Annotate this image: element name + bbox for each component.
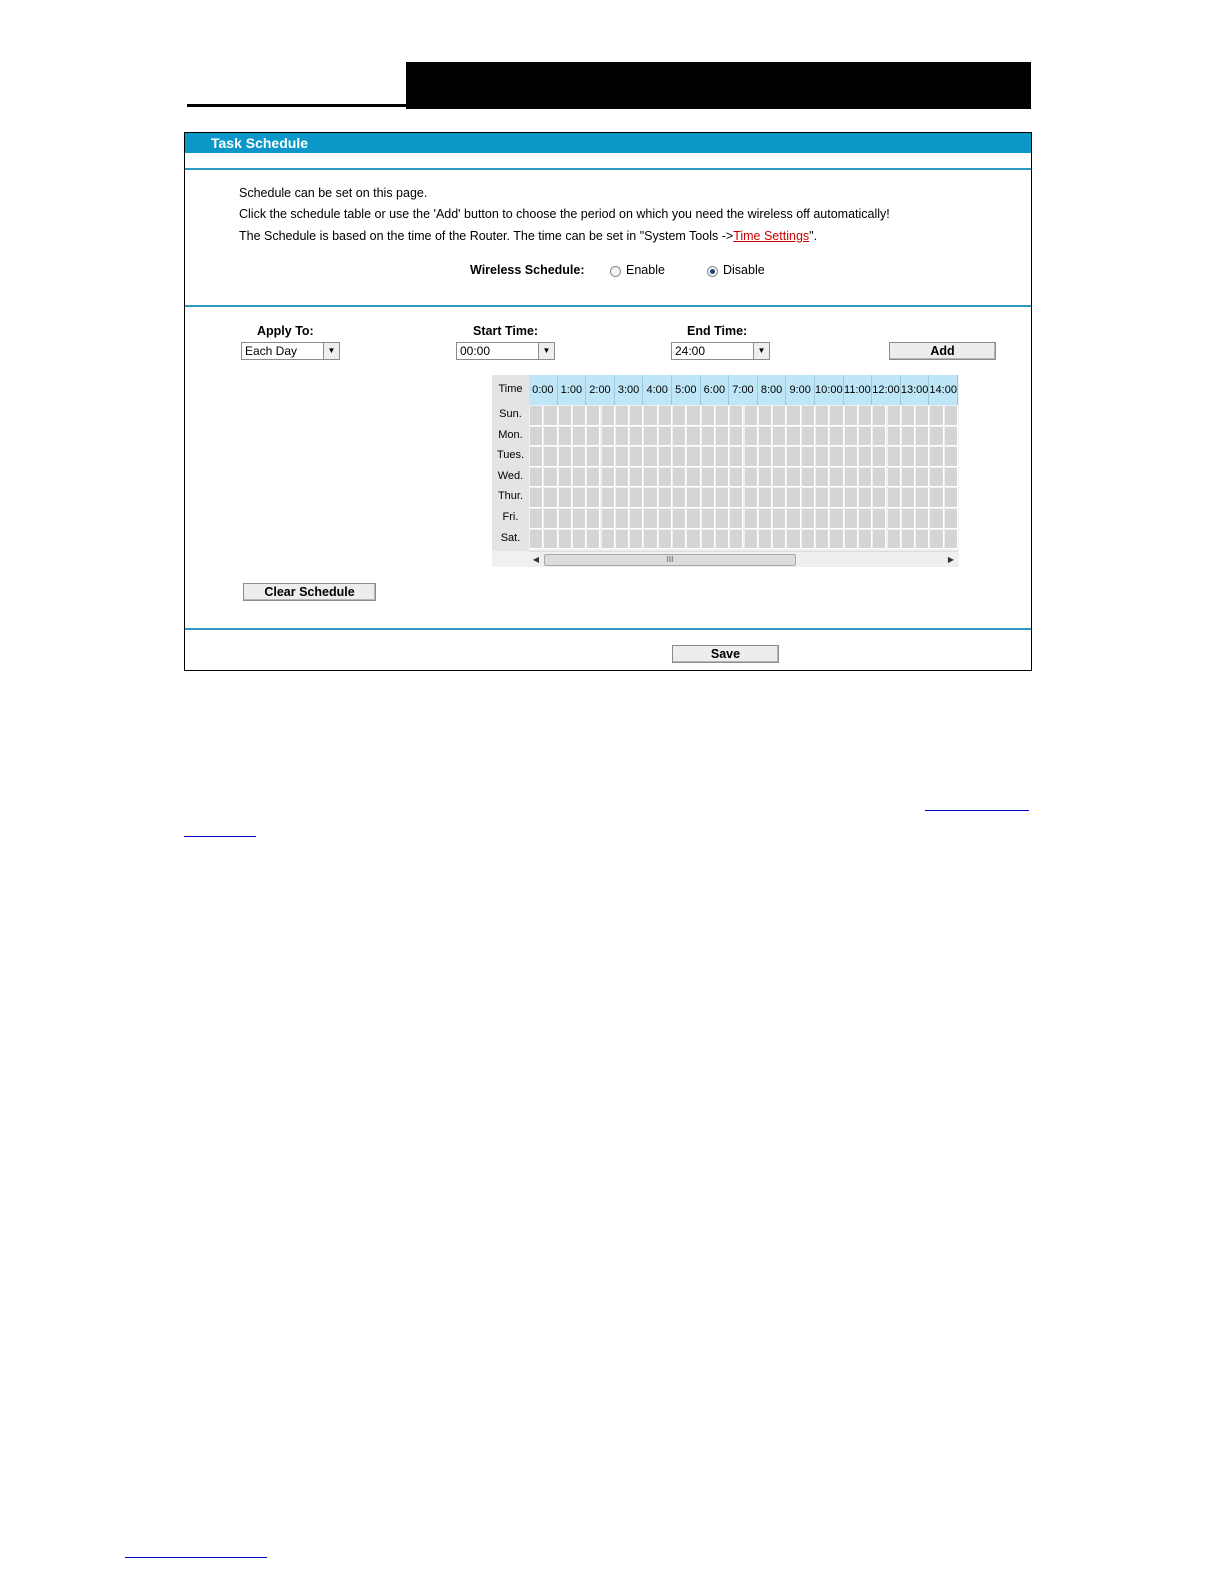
schedule-cell[interactable]: [659, 427, 672, 447]
schedule-cell[interactable]: [759, 509, 772, 529]
info-line-3-text: The Schedule is based on the time of the Router. The time can be set in "System Tools ->: [239, 229, 734, 243]
schedule-cell[interactable]: [787, 427, 800, 447]
enable-radio[interactable]: [610, 266, 621, 277]
schedule-cell[interactable]: [644, 509, 657, 529]
schedule-cell[interactable]: [859, 468, 872, 488]
info-line-3-end: ".: [809, 229, 818, 243]
day-label: Fri.: [502, 511, 519, 523]
schedule-cell[interactable]: [616, 406, 629, 426]
schedule-cell[interactable]: [845, 427, 858, 447]
end-time-value: 24:00: [675, 344, 706, 358]
schedule-cell[interactable]: [687, 406, 700, 426]
schedule-cell[interactable]: [559, 530, 572, 550]
schedule-cell[interactable]: [687, 530, 700, 550]
schedule-cell[interactable]: [673, 530, 686, 550]
hour-header: 1:00: [558, 375, 587, 405]
schedule-cell[interactable]: [830, 406, 843, 426]
schedule-cell[interactable]: [759, 427, 772, 447]
schedule-cell[interactable]: [559, 468, 572, 488]
schedule-cell[interactable]: [873, 530, 886, 550]
schedule-cell[interactable]: [730, 427, 743, 447]
schedule-cell[interactable]: [745, 427, 758, 447]
schedule-cell[interactable]: [687, 488, 700, 508]
schedule-cell[interactable]: [773, 468, 786, 488]
schedule-cell[interactable]: [587, 530, 600, 550]
schedule-cell[interactable]: [816, 447, 829, 467]
schedule-cell[interactable]: [630, 488, 643, 508]
schedule-cell[interactable]: [930, 447, 943, 467]
schedule-cell[interactable]: [830, 427, 843, 447]
hour-header: 11:00: [844, 375, 873, 405]
schedule-cell[interactable]: [616, 530, 629, 550]
schedule-cell[interactable]: [759, 488, 772, 508]
schedule-cell[interactable]: [687, 447, 700, 467]
schedule-cell[interactable]: [888, 427, 901, 447]
scroll-left-icon[interactable]: ◀: [532, 555, 540, 564]
panel-title-bar: [185, 133, 1031, 153]
schedule-cell[interactable]: [730, 488, 743, 508]
schedule-cell[interactable]: [530, 488, 543, 508]
schedule-cell[interactable]: [702, 406, 715, 426]
chevron-down-icon: ▼: [538, 343, 554, 359]
add-button[interactable]: Add: [889, 342, 996, 360]
hour-header: 3:00: [615, 375, 644, 405]
divider: [185, 628, 1031, 630]
schedule-cell[interactable]: [616, 509, 629, 529]
schedule-cell[interactable]: [902, 468, 915, 488]
schedule-grid: [492, 375, 959, 567]
schedule-cell[interactable]: [673, 447, 686, 467]
schedule-cell[interactable]: [602, 509, 615, 529]
schedule-cell[interactable]: [830, 447, 843, 467]
schedule-cell[interactable]: [644, 488, 657, 508]
scroll-right-icon[interactable]: ▶: [947, 555, 955, 564]
schedule-cell[interactable]: [587, 406, 600, 426]
schedule-cell[interactable]: [830, 530, 843, 550]
schedule-cell[interactable]: [616, 427, 629, 447]
schedule-cell[interactable]: [544, 530, 557, 550]
schedule-cell[interactable]: [530, 468, 543, 488]
hour-header: 12:00: [872, 375, 901, 405]
day-label: Sat.: [500, 531, 521, 544]
schedule-cell[interactable]: [945, 447, 958, 467]
schedule-cell[interactable]: [659, 447, 672, 467]
schedule-cell[interactable]: [630, 406, 643, 426]
schedule-cell[interactable]: [630, 530, 643, 550]
schedule-cell[interactable]: [888, 468, 901, 488]
schedule-cell[interactable]: [873, 447, 886, 467]
schedule-cell[interactable]: [873, 509, 886, 529]
schedule-cell[interactable]: [773, 427, 786, 447]
schedule-cell[interactable]: [773, 509, 786, 529]
hour-header: 13:00: [901, 375, 930, 405]
schedule-cell[interactable]: [902, 427, 915, 447]
schedule-cell[interactable]: [702, 509, 715, 529]
enable-radio-label: Enable: [626, 263, 665, 277]
schedule-cell[interactable]: [859, 427, 872, 447]
schedule-cell[interactable]: [702, 488, 715, 508]
schedule-cell[interactable]: [787, 468, 800, 488]
schedule-cell[interactable]: [659, 509, 672, 529]
schedule-cell[interactable]: [802, 406, 815, 426]
hour-header: 8:00: [758, 375, 787, 405]
schedule-cell[interactable]: [559, 427, 572, 447]
schedule-cell[interactable]: [659, 530, 672, 550]
schedule-cell[interactable]: [745, 468, 758, 488]
schedule-cell[interactable]: [587, 488, 600, 508]
schedule-cell[interactable]: [916, 509, 929, 529]
start-time-select[interactable]: [456, 342, 555, 360]
schedule-cell[interactable]: [902, 447, 915, 467]
schedule-cell[interactable]: [759, 468, 772, 488]
schedule-cell[interactable]: [859, 447, 872, 467]
footnote-rule: [125, 1557, 267, 1558]
clear-schedule-button[interactable]: Clear Schedule: [243, 583, 376, 601]
task-schedule-panel: [184, 132, 1032, 671]
schedule-cell[interactable]: [630, 509, 643, 529]
schedule-cell[interactable]: [573, 488, 586, 508]
schedule-cell[interactable]: [702, 468, 715, 488]
day-label: Sun.: [499, 408, 522, 420]
schedule-cell[interactable]: [816, 509, 829, 529]
schedule-cell[interactable]: [787, 530, 800, 550]
schedule-cell[interactable]: [859, 406, 872, 426]
schedule-cell[interactable]: [888, 509, 901, 529]
save-button[interactable]: Save: [672, 645, 779, 663]
schedule-cell[interactable]: [845, 468, 858, 488]
schedule-cell[interactable]: [745, 406, 758, 426]
schedule-cell[interactable]: [644, 468, 657, 488]
schedule-cell[interactable]: [802, 447, 815, 467]
schedule-cell[interactable]: [673, 427, 686, 447]
schedule-cell[interactable]: [530, 530, 543, 550]
schedule-cell[interactable]: [587, 447, 600, 467]
schedule-cell[interactable]: [759, 530, 772, 550]
schedule-cell[interactable]: [902, 509, 915, 529]
schedule-cell[interactable]: [602, 530, 615, 550]
schedule-cell[interactable]: [687, 427, 700, 447]
schedule-cell[interactable]: [816, 530, 829, 550]
schedule-cell[interactable]: [916, 427, 929, 447]
schedule-cell[interactable]: [902, 488, 915, 508]
schedule-cell[interactable]: [745, 509, 758, 529]
schedule-cell[interactable]: [659, 406, 672, 426]
schedule-cell[interactable]: [873, 427, 886, 447]
page-header-bar: [406, 62, 1031, 109]
schedule-cell[interactable]: [873, 488, 886, 508]
schedule-cell[interactable]: [787, 488, 800, 508]
schedule-cell[interactable]: [730, 447, 743, 467]
schedule-cell[interactable]: [716, 427, 729, 447]
schedule-cell[interactable]: [873, 406, 886, 426]
day-label: Wed.: [497, 469, 524, 482]
schedule-cell[interactable]: [830, 509, 843, 529]
start-time-label: Start Time:: [473, 324, 539, 338]
schedule-cell[interactable]: [687, 509, 700, 529]
schedule-cell[interactable]: [773, 488, 786, 508]
schedule-cell[interactable]: [702, 530, 715, 550]
day-label: Tues.: [496, 449, 525, 462]
schedule-cell[interactable]: [916, 530, 929, 550]
hour-header: 0:00: [529, 375, 558, 405]
end-time-label: End Time:: [687, 324, 748, 338]
day-label: Thur.: [497, 490, 524, 503]
schedule-cell[interactable]: [716, 530, 729, 550]
schedule-cell[interactable]: [916, 468, 929, 488]
schedule-cell[interactable]: [930, 530, 943, 550]
schedule-cell[interactable]: [845, 509, 858, 529]
schedule-cell[interactable]: [759, 447, 772, 467]
schedule-cell[interactable]: [573, 509, 586, 529]
schedule-cell[interactable]: [530, 509, 543, 529]
link-underline: [925, 810, 1029, 811]
scroll-thumb[interactable]: III: [544, 554, 796, 566]
schedule-cell[interactable]: [930, 406, 943, 426]
schedule-cell[interactable]: [716, 509, 729, 529]
schedule-cell[interactable]: [916, 406, 929, 426]
schedule-cell[interactable]: [845, 488, 858, 508]
schedule-cell[interactable]: [945, 406, 958, 426]
hour-header: 7:00: [729, 375, 758, 405]
schedule-cell[interactable]: [559, 509, 572, 529]
schedule-cell[interactable]: [773, 406, 786, 426]
chevron-down-icon: ▼: [753, 343, 769, 359]
schedule-cell[interactable]: [745, 488, 758, 508]
schedule-cell[interactable]: [888, 406, 901, 426]
schedule-cell[interactable]: [644, 530, 657, 550]
schedule-cell[interactable]: [945, 427, 958, 447]
link-underline: [184, 836, 256, 837]
hour-header: 10:00: [815, 375, 844, 405]
schedule-cell[interactable]: [802, 530, 815, 550]
schedule-cell[interactable]: [916, 447, 929, 467]
chevron-down-icon: ▼: [323, 343, 339, 359]
schedule-cell[interactable]: [787, 447, 800, 467]
schedule-cell[interactable]: [816, 427, 829, 447]
schedule-cell[interactable]: [530, 406, 543, 426]
disable-radio-label: Disable: [723, 263, 765, 277]
schedule-cell[interactable]: [602, 488, 615, 508]
schedule-cell[interactable]: [816, 406, 829, 426]
schedule-cell[interactable]: [616, 488, 629, 508]
grid-horizontal-scrollbar[interactable]: [529, 551, 958, 567]
schedule-cell[interactable]: [945, 530, 958, 550]
start-time-value: 00:00: [460, 344, 491, 358]
schedule-cell[interactable]: [816, 468, 829, 488]
schedule-cell[interactable]: [930, 488, 943, 508]
schedule-cell[interactable]: [845, 406, 858, 426]
schedule-cell[interactable]: [559, 488, 572, 508]
schedule-cell[interactable]: [659, 488, 672, 508]
wireless-schedule-label: Wireless Schedule:: [470, 263, 585, 277]
schedule-cell[interactable]: [587, 427, 600, 447]
disable-radio[interactable]: [707, 266, 718, 277]
schedule-cell[interactable]: [845, 447, 858, 467]
hour-header: 4:00: [643, 375, 672, 405]
schedule-cell[interactable]: [930, 427, 943, 447]
schedule-cell[interactable]: [659, 468, 672, 488]
schedule-cell[interactable]: [945, 468, 958, 488]
end-time-select[interactable]: [671, 342, 770, 360]
schedule-cell[interactable]: [773, 530, 786, 550]
schedule-cell[interactable]: [544, 447, 557, 467]
schedule-cell[interactable]: [687, 468, 700, 488]
schedule-cell[interactable]: [630, 447, 643, 467]
schedule-cell[interactable]: [945, 488, 958, 508]
schedule-cell[interactable]: [873, 468, 886, 488]
schedule-cell[interactable]: [859, 488, 872, 508]
schedule-cell[interactable]: [544, 468, 557, 488]
hour-header: 6:00: [701, 375, 730, 405]
schedule-cell[interactable]: [902, 530, 915, 550]
divider: [185, 168, 1031, 170]
schedule-cell[interactable]: [716, 447, 729, 467]
info-line-2: Click the schedule table or use the 'Add' button to choose the period on which you need the wireless off automatically!: [239, 207, 890, 221]
schedule-cell[interactable]: [559, 447, 572, 467]
schedule-cell[interactable]: [930, 468, 943, 488]
hour-header: 14:00: [929, 375, 958, 405]
schedule-cell[interactable]: [802, 468, 815, 488]
time-settings-link[interactable]: Time Settings: [733, 229, 810, 243]
schedule-cell[interactable]: [630, 468, 643, 488]
hour-header: 9:00: [786, 375, 815, 405]
schedule-cell[interactable]: [673, 406, 686, 426]
schedule-cell[interactable]: [573, 406, 586, 426]
info-line-3: [239, 229, 817, 243]
schedule-cell[interactable]: [773, 447, 786, 467]
schedule-cell[interactable]: [573, 447, 586, 467]
schedule-cell[interactable]: [716, 488, 729, 508]
schedule-cell[interactable]: [859, 530, 872, 550]
schedule-cell[interactable]: [573, 530, 586, 550]
schedule-cell[interactable]: [644, 427, 657, 447]
schedule-cell[interactable]: [816, 488, 829, 508]
schedule-cell[interactable]: [602, 427, 615, 447]
schedule-cell[interactable]: [673, 488, 686, 508]
time-corner-label: Time: [498, 383, 523, 395]
schedule-cell[interactable]: [544, 488, 557, 508]
schedule-cell[interactable]: [902, 406, 915, 426]
schedule-cell[interactable]: [530, 427, 543, 447]
schedule-cell[interactable]: [673, 509, 686, 529]
page-header-rule: [187, 104, 407, 107]
schedule-cell[interactable]: [544, 406, 557, 426]
schedule-cell[interactable]: [745, 447, 758, 467]
schedule-cell[interactable]: [716, 406, 729, 426]
schedule-cell[interactable]: [702, 427, 715, 447]
schedule-cell[interactable]: [716, 468, 729, 488]
schedule-cell[interactable]: [602, 447, 615, 467]
schedule-cell[interactable]: [759, 406, 772, 426]
schedule-cell[interactable]: [730, 406, 743, 426]
schedule-cell[interactable]: [802, 488, 815, 508]
schedule-cell[interactable]: [630, 427, 643, 447]
hour-header: 5:00: [672, 375, 701, 405]
schedule-cell[interactable]: [673, 468, 686, 488]
divider: [185, 305, 1031, 307]
schedule-cell[interactable]: [730, 468, 743, 488]
day-label: Mon.: [498, 428, 523, 441]
schedule-cell[interactable]: [702, 447, 715, 467]
schedule-cell[interactable]: [616, 468, 629, 488]
schedule-cell[interactable]: [830, 468, 843, 488]
schedule-cell[interactable]: [544, 427, 557, 447]
schedule-cell[interactable]: [530, 447, 543, 467]
schedule-cell[interactable]: [916, 488, 929, 508]
schedule-cell[interactable]: [730, 509, 743, 529]
schedule-cell[interactable]: [544, 509, 557, 529]
schedule-cell[interactable]: [559, 406, 572, 426]
apply-to-select[interactable]: [241, 342, 340, 360]
schedule-cell[interactable]: [787, 509, 800, 529]
schedule-cell[interactable]: [730, 530, 743, 550]
schedule-cell[interactable]: [888, 488, 901, 508]
schedule-cell[interactable]: [802, 427, 815, 447]
schedule-cell[interactable]: [745, 530, 758, 550]
apply-to-value: Each Day: [245, 344, 298, 358]
hour-header: 2:00: [586, 375, 615, 405]
schedule-cell[interactable]: [616, 447, 629, 467]
schedule-cell[interactable]: [587, 509, 600, 529]
schedule-cell[interactable]: [859, 509, 872, 529]
panel-title: Task Schedule: [211, 135, 309, 151]
schedule-cell[interactable]: [602, 406, 615, 426]
schedule-cell[interactable]: [930, 509, 943, 529]
schedule-cell[interactable]: [602, 468, 615, 488]
schedule-cell[interactable]: [945, 509, 958, 529]
schedule-cell[interactable]: [587, 468, 600, 488]
schedule-cell[interactable]: [644, 406, 657, 426]
schedule-cell[interactable]: [644, 447, 657, 467]
schedule-cell[interactable]: [573, 427, 586, 447]
schedule-cell[interactable]: [787, 406, 800, 426]
apply-to-label: Apply To:: [257, 324, 314, 338]
schedule-cell[interactable]: [888, 447, 901, 467]
day-column: [492, 375, 529, 551]
info-line-1: Schedule can be set on this page.: [239, 186, 428, 200]
schedule-cell[interactable]: [802, 509, 815, 529]
schedule-cell[interactable]: [830, 488, 843, 508]
schedule-cell[interactable]: [845, 530, 858, 550]
schedule-cell[interactable]: [573, 468, 586, 488]
schedule-cell[interactable]: [888, 530, 901, 550]
